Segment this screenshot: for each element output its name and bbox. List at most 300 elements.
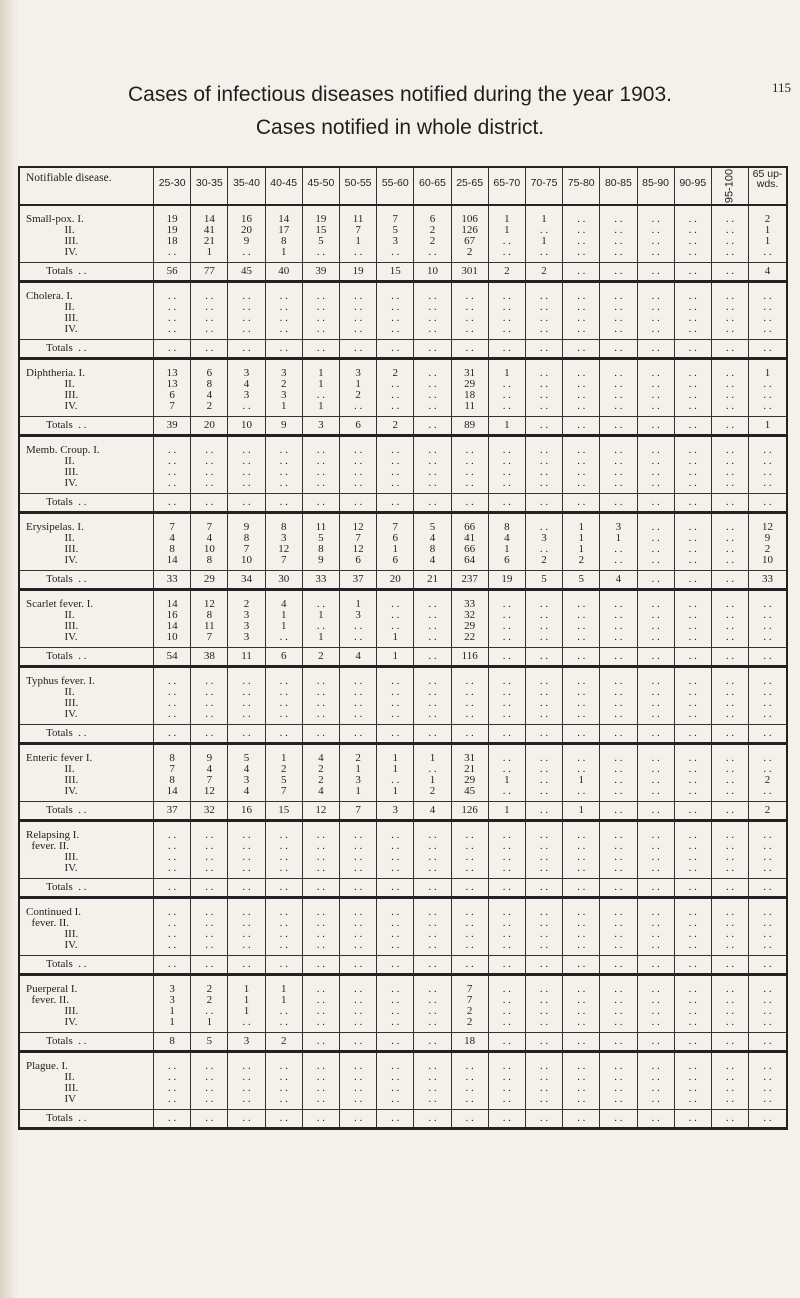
totals-cell: . . xyxy=(600,956,637,975)
table-cell: . . xyxy=(600,841,637,852)
totals-cell: . . xyxy=(451,1110,488,1129)
table-cell: . . xyxy=(674,621,711,632)
table-cell: . . xyxy=(674,698,711,709)
totals-cell: . . xyxy=(711,417,748,436)
row-label: II. xyxy=(26,532,75,544)
table-cell: . . xyxy=(563,1072,600,1083)
table-cell: . . xyxy=(154,247,191,263)
totals-cell: . . xyxy=(302,879,339,898)
totals-cell: 6 xyxy=(340,417,377,436)
table-cell: 12 xyxy=(265,544,302,555)
totals-cell: . . xyxy=(674,1110,711,1129)
totals-cell: . . xyxy=(340,1110,377,1129)
table-cell: . . xyxy=(600,401,637,417)
table-cell: . . xyxy=(637,821,674,842)
table-row xyxy=(19,1017,787,1033)
table-cell: . . xyxy=(414,667,451,688)
table-cell: . . xyxy=(302,821,339,842)
totals-cell: 29 xyxy=(191,571,228,590)
totals-cell: . . xyxy=(191,879,228,898)
table-cell: . . xyxy=(265,1052,302,1073)
table-cell: . . xyxy=(563,302,600,313)
totals-cell: . . xyxy=(340,879,377,898)
table-cell: . . xyxy=(488,898,525,919)
totals-cell: . . xyxy=(525,725,562,744)
table-cell: . . xyxy=(377,975,414,996)
table-cell: . . xyxy=(749,918,787,929)
table-cell: . . xyxy=(154,313,191,324)
table-cell: . . xyxy=(302,1072,339,1083)
table-cell: . . xyxy=(340,940,377,956)
table-cell: . . xyxy=(674,401,711,417)
row-label: III. xyxy=(26,697,79,709)
row-label: Erysipelas. I. xyxy=(26,521,84,533)
table-cell: . . xyxy=(488,313,525,324)
table-cell: . . xyxy=(749,841,787,852)
table-cell: . . xyxy=(525,621,562,632)
totals-cell: . . xyxy=(302,1033,339,1052)
totals-cell: . . xyxy=(563,879,600,898)
table-cell: . . xyxy=(600,236,637,247)
totals-cell: . . xyxy=(154,956,191,975)
totals-cell: 4 xyxy=(414,802,451,821)
table-cell: . . xyxy=(674,918,711,929)
table-cell: . . xyxy=(563,687,600,698)
table-cell: . . xyxy=(340,1083,377,1094)
table-cell: . . xyxy=(600,324,637,340)
table-cell: . . xyxy=(711,247,748,263)
table-cell: 1 xyxy=(377,764,414,775)
totals-cell: 45 xyxy=(228,263,265,282)
table-cell: . . xyxy=(451,436,488,457)
table-cell: . . xyxy=(154,709,191,725)
table-cell: . . xyxy=(563,225,600,236)
table-cell: . . xyxy=(265,456,302,467)
table-cell: 1 xyxy=(302,632,339,648)
table-cell: . . xyxy=(302,852,339,863)
table-cell: 7 xyxy=(191,775,228,786)
table-cell: . . xyxy=(525,1083,562,1094)
table-cell: . . xyxy=(674,282,711,303)
table-cell: . . xyxy=(711,478,748,494)
table-cell: 19 xyxy=(154,205,191,225)
totals-row xyxy=(19,1033,787,1052)
table-cell: . . xyxy=(377,590,414,611)
table-cell: . . xyxy=(414,975,451,996)
table-cell: . . xyxy=(451,687,488,698)
table-cell: . . xyxy=(637,456,674,467)
totals-cell: . . xyxy=(377,340,414,359)
table-row xyxy=(19,610,787,621)
table-cell: . . xyxy=(637,390,674,401)
table-cell: . . xyxy=(711,775,748,786)
totals-cell: . . xyxy=(340,956,377,975)
table-row xyxy=(19,775,787,786)
table-cell: . . xyxy=(674,555,711,571)
row-label: Scarlet fever. I. xyxy=(26,598,94,610)
table-cell: 7 xyxy=(340,225,377,236)
table-cell: . . xyxy=(563,282,600,303)
table-cell: 4 xyxy=(414,533,451,544)
table-cell: . . xyxy=(674,775,711,786)
table-cell: . . xyxy=(525,247,562,263)
totals-cell: . . xyxy=(340,725,377,744)
table-cell: 20 xyxy=(228,225,265,236)
table-cell: . . xyxy=(414,621,451,632)
totals-cell: . . xyxy=(525,417,562,436)
totals-cell: 16 xyxy=(228,802,265,821)
page-title: Cases of infectious diseases notified during the year 1903. xyxy=(127,83,672,106)
table-cell: . . xyxy=(488,1006,525,1017)
table-cell: . . xyxy=(377,1083,414,1094)
table-cell: . . xyxy=(711,1006,748,1017)
table-cell: . . xyxy=(340,709,377,725)
table-cell: . . xyxy=(340,687,377,698)
table-cell: . . xyxy=(451,709,488,725)
table-cell: 1 xyxy=(265,610,302,621)
totals-cell: . . xyxy=(302,1110,339,1129)
table-cell: . . xyxy=(749,247,787,263)
totals-cell: 9 xyxy=(265,417,302,436)
totals-cell: . . xyxy=(749,494,787,513)
table-cell: . . xyxy=(414,709,451,725)
table-cell: 8 xyxy=(154,744,191,765)
table-cell: . . xyxy=(265,709,302,725)
totals-cell: . . xyxy=(600,879,637,898)
row-label: IV. xyxy=(26,246,78,258)
table-cell: . . xyxy=(488,621,525,632)
table-cell: 7 xyxy=(154,764,191,775)
table-cell: . . xyxy=(637,282,674,303)
totals-cell: 54 xyxy=(154,648,191,667)
table-cell: . . xyxy=(637,1083,674,1094)
table-cell: . . xyxy=(191,478,228,494)
table-cell: . . xyxy=(340,401,377,417)
table-cell: 1 xyxy=(488,225,525,236)
table-cell: . . xyxy=(563,975,600,996)
table-cell: . . xyxy=(600,775,637,786)
table-cell: . . xyxy=(302,1083,339,1094)
table-cell: 10 xyxy=(749,555,787,571)
table-cell: . . xyxy=(191,436,228,457)
table-cell: . . xyxy=(451,478,488,494)
row-label: IV. xyxy=(26,554,78,566)
table-cell: . . xyxy=(488,698,525,709)
table-cell: 1 xyxy=(265,401,302,417)
table-cell: 3 xyxy=(340,359,377,380)
table-cell: . . xyxy=(711,590,748,611)
totals-cell: . . xyxy=(154,1110,191,1129)
totals-cell: . . xyxy=(377,494,414,513)
table-row xyxy=(19,359,787,380)
table-cell: . . xyxy=(228,324,265,340)
totals-cell: . . xyxy=(600,494,637,513)
table-cell: 2 xyxy=(414,236,451,247)
table-cell: 11 xyxy=(302,513,339,534)
table-cell: . . xyxy=(228,929,265,940)
totals-cell: . . xyxy=(377,1033,414,1052)
table-cell: 12 xyxy=(191,786,228,802)
table-cell: . . xyxy=(377,852,414,863)
table-cell: . . xyxy=(377,841,414,852)
table-cell: 10 xyxy=(191,544,228,555)
table-cell: . . xyxy=(488,1072,525,1083)
header-age: 25-65 xyxy=(451,167,488,205)
table-cell: . . xyxy=(637,995,674,1006)
table-cell: . . xyxy=(451,1083,488,1094)
row-label: II. xyxy=(26,1071,75,1083)
totals-cell: 1 xyxy=(488,417,525,436)
table-cell: 5 xyxy=(265,775,302,786)
table-cell: . . xyxy=(674,236,711,247)
table-cell: 5 xyxy=(377,225,414,236)
row-label: Puerperal I. xyxy=(26,983,78,995)
totals-cell: . . xyxy=(414,1033,451,1052)
table-cell: . . xyxy=(488,786,525,802)
table-cell: 9 xyxy=(228,236,265,247)
table-cell: 2 xyxy=(749,205,787,225)
totals-cell: 2 xyxy=(749,802,787,821)
totals-cell: . . xyxy=(711,494,748,513)
table-cell: . . xyxy=(711,610,748,621)
table-cell: . . xyxy=(749,621,787,632)
table-cell: 1 xyxy=(340,379,377,390)
totals-cell: 4 xyxy=(340,648,377,667)
totals-cell: . . xyxy=(265,725,302,744)
table-cell: . . xyxy=(525,764,562,775)
row-label: Continued I. xyxy=(26,906,81,918)
table-cell: . . xyxy=(191,1072,228,1083)
totals-cell: 2 xyxy=(488,263,525,282)
totals-label: Totals . . xyxy=(19,1110,154,1129)
table-cell: . . xyxy=(414,359,451,380)
table-cell: . . xyxy=(340,456,377,467)
table-cell: . . xyxy=(191,1006,228,1017)
table-cell: 3 xyxy=(228,359,265,380)
row-label: Typhus fever. I. xyxy=(26,675,95,687)
table-cell: . . xyxy=(674,205,711,225)
table-cell: . . xyxy=(674,929,711,940)
table-row xyxy=(19,687,787,698)
table-cell: . . xyxy=(191,313,228,324)
table-cell: . . xyxy=(302,698,339,709)
table-cell: 5 xyxy=(228,744,265,765)
table-cell: 6 xyxy=(488,555,525,571)
totals-cell: 34 xyxy=(228,571,265,590)
totals-cell: 2 xyxy=(302,648,339,667)
table-cell: . . xyxy=(563,610,600,621)
table-cell: . . xyxy=(563,467,600,478)
table-cell: 2 xyxy=(228,590,265,611)
table-cell: . . xyxy=(154,1083,191,1094)
table-cell: . . xyxy=(525,1072,562,1083)
table-cell: 1 xyxy=(265,621,302,632)
table-cell: . . xyxy=(377,282,414,303)
table-cell: . . xyxy=(711,205,748,225)
table-cell: 3 xyxy=(228,775,265,786)
table-cell: . . xyxy=(377,621,414,632)
table-cell: 29 xyxy=(451,379,488,390)
table-cell: . . xyxy=(377,863,414,879)
table-cell: . . xyxy=(674,390,711,401)
table-cell: . . xyxy=(600,786,637,802)
table-row xyxy=(19,786,787,802)
header-age: 85-90 xyxy=(637,167,674,205)
table-cell: . . xyxy=(302,1006,339,1017)
totals-cell: 37 xyxy=(154,802,191,821)
table-cell: . . xyxy=(265,667,302,688)
table-cell: . . xyxy=(600,698,637,709)
table-cell: . . xyxy=(563,390,600,401)
table-cell: . . xyxy=(191,918,228,929)
table-cell: . . xyxy=(525,513,562,534)
table-row xyxy=(19,467,787,478)
table-cell: 1 xyxy=(488,544,525,555)
table-cell: 1 xyxy=(377,744,414,765)
table-cell: . . xyxy=(191,1094,228,1110)
table-cell: . . xyxy=(674,456,711,467)
table-cell: . . xyxy=(525,379,562,390)
table-cell: . . xyxy=(749,852,787,863)
table-row xyxy=(19,1072,787,1083)
totals-cell: . . xyxy=(637,879,674,898)
table-cell: . . xyxy=(525,478,562,494)
row-label: III. xyxy=(26,1005,79,1017)
table-row xyxy=(19,940,787,956)
totals-cell: 21 xyxy=(414,571,451,590)
table-cell: . . xyxy=(488,436,525,457)
table-cell: . . xyxy=(637,698,674,709)
table-cell: . . xyxy=(488,390,525,401)
totals-cell: . . xyxy=(563,1033,600,1052)
totals-label: Totals . . xyxy=(19,879,154,898)
table-cell: . . xyxy=(525,929,562,940)
table-cell: 12 xyxy=(340,544,377,555)
table-cell: . . xyxy=(377,610,414,621)
table-cell: . . xyxy=(488,401,525,417)
table-cell: 5 xyxy=(414,513,451,534)
totals-cell: . . xyxy=(711,956,748,975)
totals-cell: . . xyxy=(600,1033,637,1052)
table-cell: . . xyxy=(637,610,674,621)
table-cell: . . xyxy=(228,698,265,709)
table-row xyxy=(19,313,787,324)
table-cell: 2 xyxy=(525,555,562,571)
table-cell: . . xyxy=(674,544,711,555)
row-label: IV. xyxy=(26,1016,78,1028)
totals-cell: 126 xyxy=(451,802,488,821)
table-cell: . . xyxy=(265,632,302,648)
table-cell: . . xyxy=(228,667,265,688)
totals-cell: . . xyxy=(711,571,748,590)
totals-cell: 5 xyxy=(191,1033,228,1052)
totals-cell: . . xyxy=(600,417,637,436)
table-cell: . . xyxy=(340,247,377,263)
totals-cell: 10 xyxy=(414,263,451,282)
table-cell: . . xyxy=(674,533,711,544)
totals-cell: 33 xyxy=(749,571,787,590)
table-cell: 1 xyxy=(302,610,339,621)
totals-cell: 1 xyxy=(488,802,525,821)
table-cell: 14 xyxy=(154,621,191,632)
totals-cell: . . xyxy=(674,802,711,821)
table-cell: . . xyxy=(191,302,228,313)
table-cell: . . xyxy=(265,863,302,879)
table-cell: . . xyxy=(674,863,711,879)
table-body xyxy=(19,205,787,1129)
table-cell: 1 xyxy=(377,632,414,648)
table-cell: 7 xyxy=(191,513,228,534)
table-cell: . . xyxy=(414,929,451,940)
table-cell: . . xyxy=(488,236,525,247)
table-cell: . . xyxy=(191,898,228,919)
table-cell: . . xyxy=(600,1072,637,1083)
table-cell: . . xyxy=(340,478,377,494)
totals-cell: . . xyxy=(749,725,787,744)
totals-cell: . . xyxy=(488,1110,525,1129)
totals-cell: 77 xyxy=(191,263,228,282)
totals-cell: . . xyxy=(563,263,600,282)
totals-cell: . . xyxy=(488,956,525,975)
table-cell: . . xyxy=(674,975,711,996)
table-cell: . . xyxy=(711,929,748,940)
table-cell: 1 xyxy=(228,995,265,1006)
table-cell: . . xyxy=(674,590,711,611)
table-row xyxy=(19,1006,787,1017)
table-cell: . . xyxy=(525,282,562,303)
table-cell: . . xyxy=(637,709,674,725)
totals-label: Totals . . xyxy=(19,956,154,975)
table-cell: 1 xyxy=(154,1006,191,1017)
page-number: 115 xyxy=(772,80,792,95)
table-cell: 1 xyxy=(154,1017,191,1033)
totals-cell: 2 xyxy=(377,417,414,436)
table-cell: . . xyxy=(488,821,525,842)
table-cell: . . xyxy=(302,1017,339,1033)
table-cell: . . xyxy=(154,1094,191,1110)
table-cell: 14 xyxy=(154,555,191,571)
totals-cell: . . xyxy=(749,956,787,975)
totals-cell: . . xyxy=(451,956,488,975)
table-cell: . . xyxy=(228,709,265,725)
table-cell: 1 xyxy=(563,544,600,555)
table-cell: . . xyxy=(563,621,600,632)
table-cell: . . xyxy=(154,863,191,879)
table-cell: . . xyxy=(749,401,787,417)
table-cell: 18 xyxy=(451,390,488,401)
table-cell: . . xyxy=(414,821,451,842)
totals-cell: . . xyxy=(637,571,674,590)
table-cell: . . xyxy=(749,1006,787,1017)
table-cell: . . xyxy=(749,467,787,478)
table-cell: . . xyxy=(600,302,637,313)
table-cell: . . xyxy=(154,841,191,852)
table-row xyxy=(19,456,787,467)
table-cell: 1 xyxy=(302,359,339,380)
table-cell: . . xyxy=(563,313,600,324)
row-label: III. xyxy=(26,543,79,555)
table-cell: . . xyxy=(228,302,265,313)
table-cell: 1 xyxy=(749,359,787,380)
table-cell: . . xyxy=(637,667,674,688)
totals-cell: . . xyxy=(749,648,787,667)
totals-cell: . . xyxy=(228,1110,265,1129)
table-cell: . . xyxy=(711,821,748,842)
table-cell: . . xyxy=(154,918,191,929)
row-label: IV. xyxy=(26,862,78,874)
table-cell: . . xyxy=(674,478,711,494)
table-cell: . . xyxy=(154,456,191,467)
